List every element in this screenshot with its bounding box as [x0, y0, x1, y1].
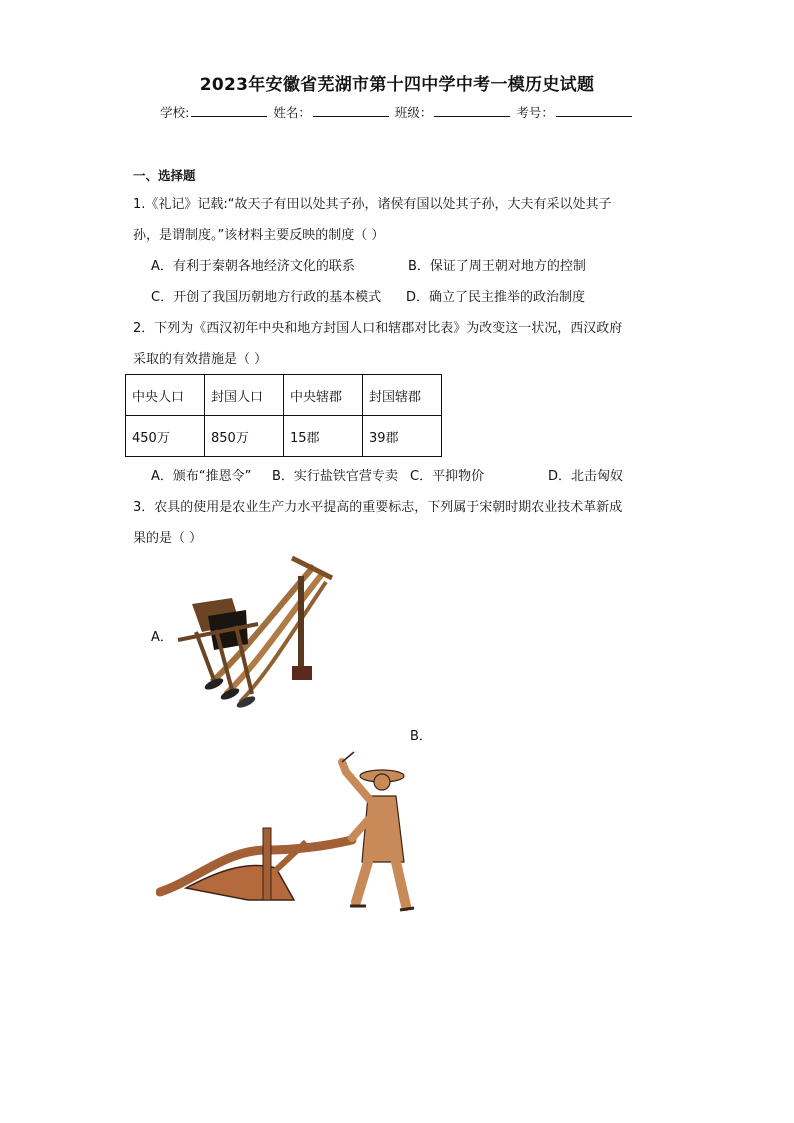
table-cell: 850万: [205, 416, 284, 457]
name-label: 姓名：: [273, 105, 311, 120]
school-blank[interactable]: [191, 104, 267, 117]
plough-image[interactable]: [156, 750, 416, 915]
exam-number-blank[interactable]: [556, 104, 632, 117]
class-label: 班级：: [394, 105, 433, 120]
q2-option-a[interactable]: A．颁布“推恩令”: [151, 469, 252, 484]
table-header-cell: 封国辖郡: [363, 375, 442, 416]
q1-option-b[interactable]: B．保证了周王朝对地方的控制: [408, 259, 586, 274]
q1-option-d[interactable]: D．确立了民主推举的政治制度: [406, 290, 586, 305]
plough-post: [263, 828, 271, 900]
section-heading: 一、选择题: [133, 168, 196, 183]
q3-stem-line2: 果的是（ ）: [133, 531, 203, 546]
table-header-cell: 中央辖郡: [284, 375, 363, 416]
q1-stem-line1: 1.《礼记》记载:“故天子有田以处其子孙，诸侯有国以处其子孙，大夫有采以处其子: [133, 197, 612, 212]
legs: [356, 862, 406, 906]
q3-option-b-label[interactable]: B．: [410, 729, 432, 744]
q3-stem-line1: 3．农具的使用是农业生产力水平提高的重要标志，下列属于宋朝时期农业技术革新成: [133, 500, 623, 515]
q2-option-c[interactable]: C．平抑物价: [410, 469, 485, 484]
exam-number-label: 考号：: [516, 105, 554, 120]
crossbar: [292, 558, 332, 578]
whip: [342, 752, 354, 762]
raised-arm: [342, 762, 370, 800]
table-row: [126, 416, 442, 457]
q2-stem-line2: 采取的有效措施是（ ）: [133, 352, 268, 367]
table-cell: 39郡: [363, 416, 442, 457]
name-blank[interactable]: [313, 104, 389, 117]
table-cell: 450万: [126, 416, 205, 457]
class-blank[interactable]: [434, 104, 510, 117]
table-header-cell: 中央人口: [126, 375, 205, 416]
q1-option-a[interactable]: A．有利于秦朝各地经济文化的联系: [151, 259, 355, 274]
post: [298, 576, 304, 672]
torso: [362, 796, 404, 862]
q1-stem-line2: 孙，是谓制度。”该材料主要反映的制度（ ）: [133, 228, 385, 243]
q2-option-d[interactable]: D．北击匈奴: [548, 469, 624, 484]
head: [374, 774, 390, 790]
q3-option-a-label[interactable]: A．: [151, 630, 173, 645]
seed-drill-image[interactable]: [174, 552, 336, 714]
post-base: [292, 666, 312, 680]
q2-option-b[interactable]: B．实行盐铁官营专卖: [272, 469, 398, 484]
table-header-row: [126, 375, 442, 416]
table-header-cell: 封国人口: [205, 375, 284, 416]
q1-option-c[interactable]: C．开创了我国历朝地方行政的基本模式: [151, 290, 382, 305]
school-label: 学校:: [160, 105, 190, 120]
q2-stem-line1: 2．下列为《西汉初年中央和地方封国人口和辖郡对比表》为改变这一状况，西汉政府: [133, 321, 623, 336]
table-cell: 15郡: [284, 416, 363, 457]
student-info-line: [0, 103, 794, 121]
population-table: [125, 374, 442, 457]
page-title: 2023年安徽省芜湖市第十四中学中考一模历史试题: [199, 75, 595, 95]
